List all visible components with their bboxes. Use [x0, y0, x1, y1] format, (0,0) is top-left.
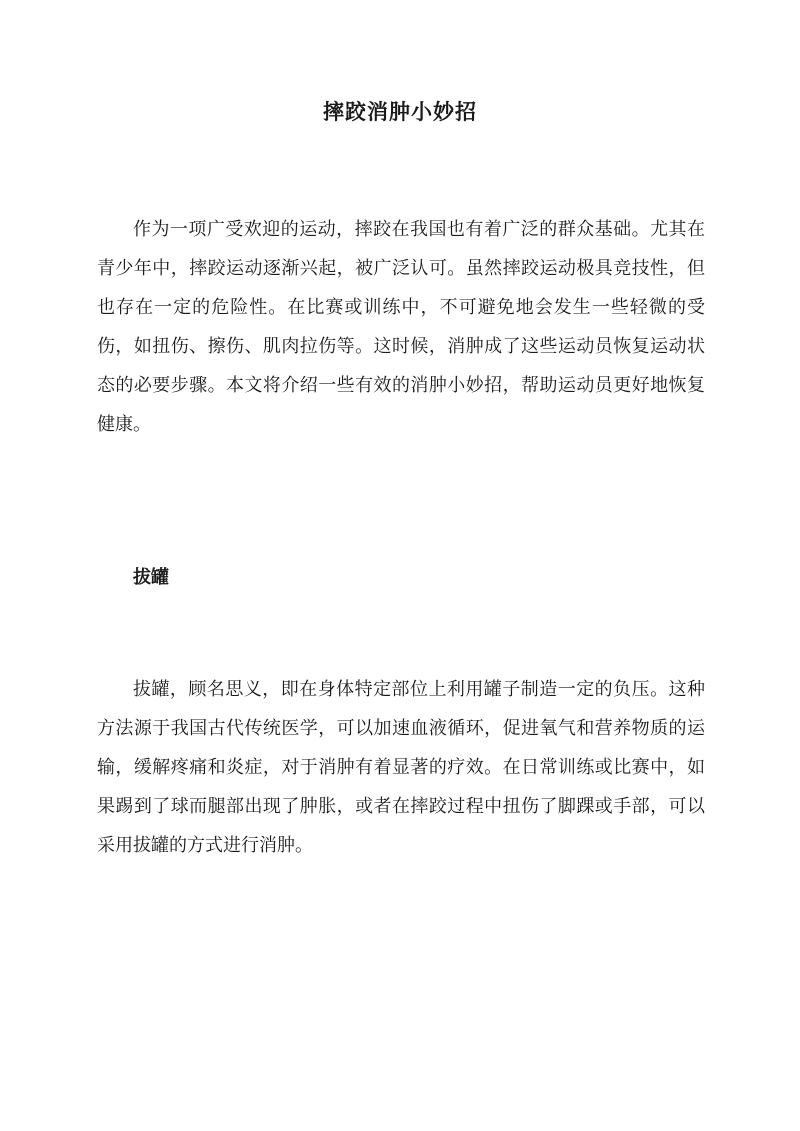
document-title: 摔跤消肿小妙招 — [323, 99, 477, 124]
section-heading: 拔罐 — [133, 567, 169, 588]
intro-paragraph: 作为一项广受欢迎的运动，摔跤在我国也有着广泛的群众基础。尤其在青少年中，摔跤运动逐渐兴起，被广泛认可。虽然摔跤运动极具竞技性，但也存在一定的危险性。在比赛或训练中，不可避免地会发生一些轻微的受伤，如扭伤、擦伤、肌肉拉伤等。这时候，消肿成了这些运动员恢复运动状态的必要步骤。本文将介绍一些有效的消肿小妙招，帮助运动员更好地恢复健康。 — [97, 219, 705, 435]
section-paragraph: 拔罐，顾名思义，即在身体特定部位上利用罐子制造一定的负压。这种方法源于我国古代传统医学，可以加速血液循环，促进氧气和营养物质的运输，缓解疼痛和炎症，对于消肿有着显著的疗效。在日常训练或比赛中，如果踢到了球而腿部出现了肿胀，或者在摔跤过程中扭伤了脚踝或手部，可以采用拔罐的方式进行消肿。 — [97, 679, 705, 856]
